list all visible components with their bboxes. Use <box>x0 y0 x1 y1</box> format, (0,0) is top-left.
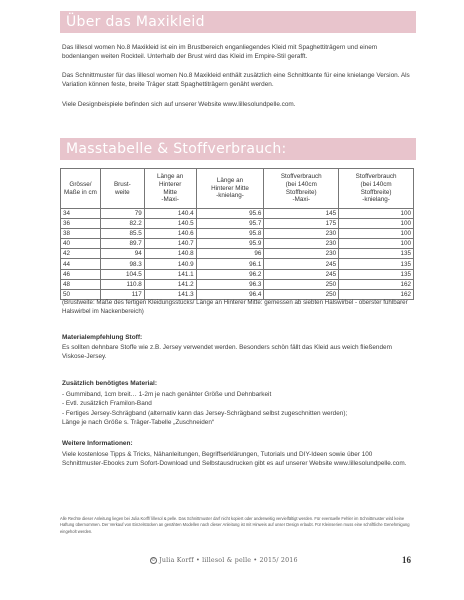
table-cell: 98.3 <box>100 259 144 269</box>
table-cell: 162 <box>339 289 414 299</box>
table-row <box>61 209 414 219</box>
extra-material-item: - Evtl. zusätzlich Framilon-Band <box>62 400 152 407</box>
table-cell: 46 <box>61 269 101 279</box>
table-cell: 230 <box>264 249 339 259</box>
table-header-cell <box>196 169 264 209</box>
about-paragraph-2: Das Schnittmuster für das lillesol women No.8 Maxikleid enthält zusätzlich eine Schnittkante für eine knielange Version. Als Variation können feste, breite Träger statt Spaghettiträgern genäht werden. <box>62 72 410 89</box>
table-cell: 104.5 <box>100 269 144 279</box>
header-line: Mitte <box>163 188 177 196</box>
header-line: -Maxi- <box>292 196 310 204</box>
header-line: Grösse/ <box>69 180 92 188</box>
table-cell: 140.9 <box>144 259 196 269</box>
table-header-cell <box>339 169 414 209</box>
table-cell: 141.2 <box>144 279 196 289</box>
table-row <box>61 249 414 259</box>
table-cell: 230 <box>264 229 339 239</box>
table-cell: 245 <box>264 259 339 269</box>
table-cell: 36 <box>61 219 101 229</box>
table-header-cell <box>61 169 101 209</box>
table-row <box>61 219 414 229</box>
header-line: -knielang- <box>362 196 390 204</box>
header-line: Stoffbreite) <box>285 188 317 196</box>
section-title-size-table: Masstabelle & Stoffverbrauch: <box>60 138 416 160</box>
table-cell: 48 <box>61 279 101 289</box>
header-line: Stoffverbrauch <box>280 173 322 181</box>
copyright-footnote: Alle Rechte dieser Anleitung liegen bei Julia Korff/ lillesol & pelle. Das Schnittmuster darf nicht kopiert oder anderweitig vervielfältigt werden. Für eventuelle Fehler im Schnittmuster wird keine Haftung übernommen. Der Verkauf von Einzelstücken an genähten Modellen nach dieser Anleitung ist mit Hinweis auf unser Design erlaubt. Für Kleinserien muss eine schriftliche Genehmigung eingeholt werden. <box>60 516 410 534</box>
page-footer <box>0 557 464 571</box>
header-line: (bei 140cm <box>285 180 317 188</box>
table-cell: 100 <box>339 219 414 229</box>
header-line: -knielang- <box>216 192 244 200</box>
table-header-row <box>61 169 414 209</box>
table-cell: 230 <box>264 239 339 249</box>
info-text: Viele kostenlose Tipps & Tricks, Nähanleitungen, Begriffserklärungen, Tutorials und DIY-Ideen sowie über 100 Schnittmuster-Ebooks zum Sofort-Download und Selbstausdrucken gibt es auf unserer Website www.lillesolundpelle.com. <box>62 451 407 468</box>
table-cell: 95.8 <box>196 229 264 239</box>
table-note: (Brustweite: Maße des fertigen Kleidungsstücks/ Länge an Hinterer Mitte: gemessen ab siebten Halswirbel - oberster fühlbarer Halswirbel im Nackenbereich) <box>62 299 408 316</box>
table-cell: 135 <box>339 259 414 269</box>
table-cell: 141.3 <box>144 289 196 299</box>
header-line: Länge an <box>216 177 244 185</box>
table-cell: 82.2 <box>100 219 144 229</box>
table-header-cell <box>100 169 144 209</box>
header-line: -Maxi- <box>161 196 179 204</box>
table-cell: 140.4 <box>144 209 196 219</box>
table-cell: 85.5 <box>100 229 144 239</box>
table-row <box>61 269 414 279</box>
table-cell: 100 <box>339 209 414 219</box>
table-cell: 135 <box>339 269 414 279</box>
table-cell: 96.3 <box>196 279 264 289</box>
header-line: Länge an <box>157 173 184 181</box>
table-cell: 110.8 <box>100 279 144 289</box>
about-paragraph-3: Viele Designbeispiele befinden sich auf unserer Website www.lillesolundpelle.com. <box>62 101 296 108</box>
extra-material-item: - Gummiband, 1cm breit… 1-2m je nach genähter Größe und Dehnbarkeit <box>62 391 272 398</box>
section-title-about: Über das Maxikleid <box>60 11 416 33</box>
header-line: Stoffbreite) <box>360 188 392 196</box>
header-line: Hinterer <box>158 180 182 188</box>
table-cell: 100 <box>339 229 414 239</box>
table-cell: 79 <box>100 209 144 219</box>
table-cell: 250 <box>264 289 339 299</box>
table-cell: 89.7 <box>100 239 144 249</box>
table-cell: 96.4 <box>196 289 264 299</box>
table-cell: 175 <box>264 219 339 229</box>
table-cell: 96.1 <box>196 259 264 269</box>
page-number: 16 <box>402 555 411 565</box>
table-cell: 40 <box>61 239 101 249</box>
header-line: weite <box>114 188 130 196</box>
table-row <box>61 229 414 239</box>
extra-material-item: Länge je nach Größe s. Träger-Tabelle „Zuschneiden“ <box>62 419 215 426</box>
extra-material-title: Zusätzlich benötigtes Material: <box>62 380 157 387</box>
table-cell: 95.6 <box>196 209 264 219</box>
footer-author: Julia Korff • lillesol & pelle • 2015/ 2016 <box>159 557 298 564</box>
table-cell: 50 <box>61 289 101 299</box>
table-cell: 245 <box>264 269 339 279</box>
table-cell: 162 <box>339 279 414 289</box>
table-cell: 96 <box>196 249 264 259</box>
table-cell: 135 <box>339 249 414 259</box>
footer-text <box>150 557 298 564</box>
table-cell: 140.8 <box>144 249 196 259</box>
table-row <box>61 259 414 269</box>
table-header-cell <box>264 169 339 209</box>
material-text: Es sollten dehnbare Stoffe wie z.B. Jersey verwendet werden. Besonders schön fällt das Kleid aus weich fließendem Viskose-Jersey. <box>62 344 392 361</box>
table-cell: 100 <box>339 239 414 249</box>
copyright-icon: © <box>151 558 156 563</box>
header-line: Stoffverbrauch <box>355 173 397 181</box>
table-cell: 141.1 <box>144 269 196 279</box>
table-row <box>61 239 414 249</box>
table-cell: 34 <box>61 209 101 219</box>
table-cell: 117 <box>100 289 144 299</box>
header-line: (bei 140cm <box>360 180 392 188</box>
table-row <box>61 279 414 289</box>
table-cell: 250 <box>264 279 339 289</box>
header-line: Brust- <box>113 180 131 188</box>
table-cell: 94 <box>100 249 144 259</box>
info-title: Weitere Informationen: <box>62 440 133 447</box>
size-table <box>60 168 414 300</box>
table-cell: 44 <box>61 259 101 269</box>
header-line: Maße in cm <box>64 188 97 196</box>
table-cell: 140.7 <box>144 239 196 249</box>
table-cell: 140.6 <box>144 229 196 239</box>
extra-material-item: - Fertiges Jersey-Schrägband (alternativ kann das Jersey-Schrägband selbst zugeschnitten werden); <box>62 410 348 417</box>
table-cell: 95.7 <box>196 219 264 229</box>
table-body <box>61 209 414 300</box>
table-cell: 38 <box>61 229 101 239</box>
header-line: Hinterer Mitte <box>211 184 249 192</box>
about-paragraph-1: Das lillesol women No.8 Maxikleid ist ein im Brustbereich enganliegendes Kleid mit Spaghettiträgern und einem bodenlangen weiten Rockteil. Unterhalb der Brust wird das Kleid im Empire-Stil gerafft. <box>62 44 378 61</box>
table-cell: 140.5 <box>144 219 196 229</box>
material-title: Materialempfehlung Stoff: <box>62 334 143 341</box>
table-header-cell <box>144 169 196 209</box>
table-cell: 42 <box>61 249 101 259</box>
table-cell: 95.9 <box>196 239 264 249</box>
table-cell: 96.2 <box>196 269 264 279</box>
table-cell: 145 <box>264 209 339 219</box>
